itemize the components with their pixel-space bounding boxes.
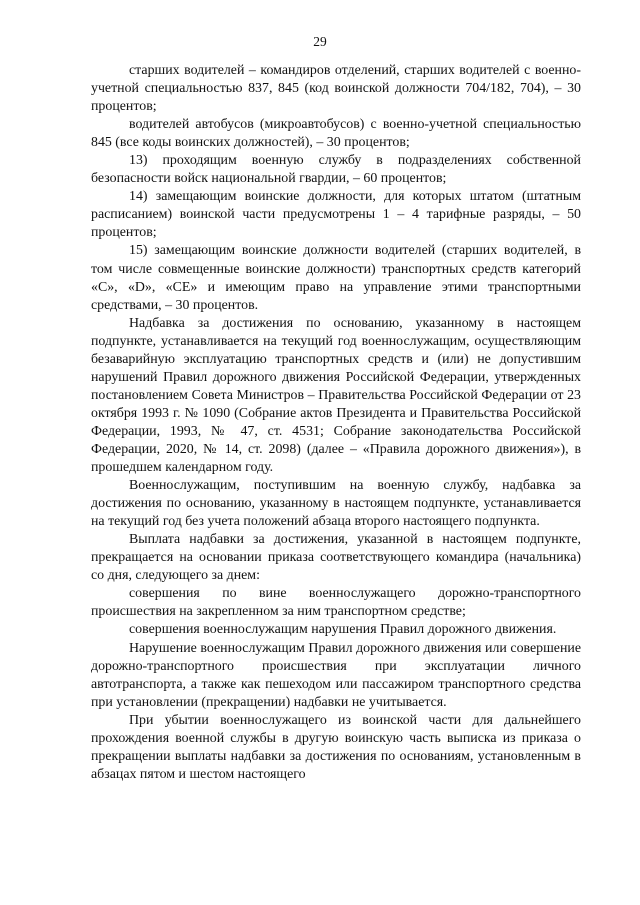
paragraph: совершения военнослужащим нарушения Правил дорожного движения. <box>129 622 557 638</box>
paragraph: 15) замещающим воинские должности водителей (старших водителей, в том числе совмещенные воинские должности) транспортных средств категорий «C», «D», «CE» и имеющим право на управление этими транспортными средствами, – 30 процентов. <box>91 243 581 313</box>
paragraph: Надбавка за достижения по основанию, указанному в настоящем подпункте, устанавливается на текущий год военнослужащим, осуществляющим безаварийную эксплуатацию транспортных средств и (или) не допустившим нарушений Правил дорожного движения Российской Федерации, утвержденных постановлением Совета Министров – Правительства Российской Федерации от 23 октября 1993 г. № 1090 (Собрание актов Президента и Правительства Российской Федерации, 1993, № 47, ст. 4531; Собрание законодательства Российской Федерации, 2020, № 14, ст. 2098) (далее – «Правила дорожного движения»), в прошедшем календарном году. <box>91 315 581 476</box>
paragraph: При убытии военнослужащего из воинской части для дальнейшего прохождения военной службы в другую воинскую часть выписка из приказа о прекращении выплаты надбавки за достижения по основаниям, установленным в абзацах пятом и шестом настоящего <box>91 712 581 782</box>
page-number: 29 <box>313 34 327 49</box>
paragraph: 14) замещающим воинские должности, для которых штатом (штатным расписанием) воинской части предусмотрены 1 – 4 тарифные разряды, – 50 процентов; <box>91 189 581 241</box>
paragraph: Военнослужащим, поступившим на военную службу, надбавка за достижения по основанию, указанному в настоящем подпункте, устанавливается на текущий год без учета положений абзаца второго настоящего подпункта. <box>91 478 581 530</box>
paragraph: 13) проходящим военную службу в подразделениях собственной безопасности войск национальной гвардии, – 60 процентов; <box>91 153 581 187</box>
paragraph: совершения по вине военнослужащего дорожно-транспортного происшествия на закрепленном за ним транспортном средстве; <box>91 586 581 620</box>
paragraph: водителей автобусов (микроавтобусов) с военно-учетной специальностью 845 (все коды воинских должностей), – 30 процентов; <box>91 117 581 151</box>
document-body <box>91 62 581 784</box>
paragraph: Нарушение военнослужащим Правил дорожного движения или совершение дорожно-транспортного происшествия при эксплуатации личного автотранспорта, а также как пешеходом или пассажиром транспортного средства при установлении (прекращении) надбавки не учитывается. <box>91 640 581 710</box>
paragraph: Выплата надбавки за достижения, указанной в настоящем подпункте, прекращается на основании приказа соответствующего командира (начальника) со дня, следующего за днем: <box>91 532 581 584</box>
paragraph: старших водителей – командиров отделений, старших водителей с военно-учетной специальностью 837, 845 (код воинской должности 704/182, 704), – 30 процентов; <box>91 63 581 115</box>
